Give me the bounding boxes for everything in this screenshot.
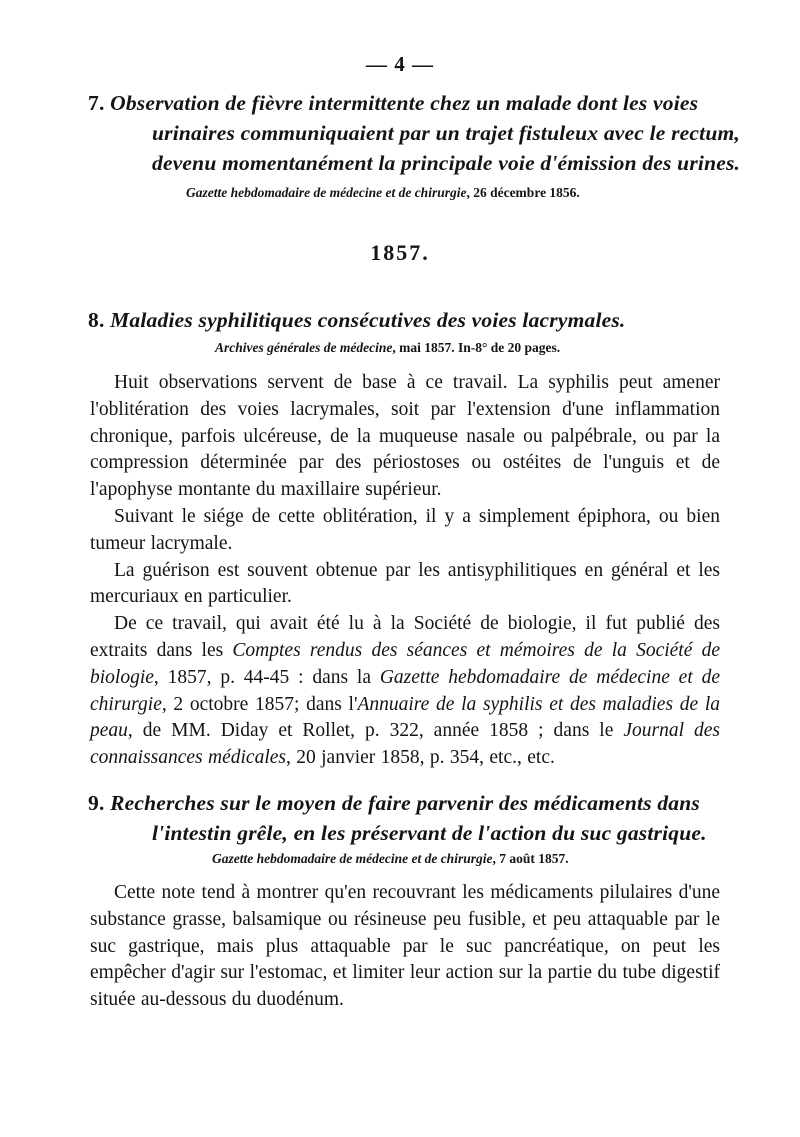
year-heading: 1857. — [370, 240, 430, 265]
entry-8-paragraph-4: De ce travail, qui avait été lu à la Société de biologie, il fut publié des extraits dans les Comptes rendus des séances et mémoires de la Société de biologie, 1857, p. 44-45 : dans la Gazette hebdomadaire de médecine et de chirurgie, 2 octobre 1857; dans l'Annuaire de la syphilis et des maladies de la peau, de MM. Diday et Rollet, p. 322, année 1858 ; dans le Journal des connaissances médicales, 20 janvier 1858, p. 354, etc., etc. — [90, 613, 720, 769]
entry-9-paragraph: Cette note tend à montrer qu'en recouvrant les médicaments pilulaires d'une substance grasse, balsamique ou résineuse peu fusible, et peu attaquable par le suc gastrique, mais plus attaquable par le suc pancréatique, on peut les empêcher d'agir sur l'estomac, et limiter leur action sur la partie du tube digestif située au-dessous du duodénum. — [90, 882, 720, 1011]
entry-8-body — [90, 370, 720, 772]
entry-8-paragraph-3: La guérison est souvent obtenue par les antisyphilitiques en général et les mercuriaux en particulier. — [90, 559, 720, 608]
entry-8-title-line-1: 8. Maladies syphilitiques consécutives des voies lacrymales. — [88, 308, 626, 332]
entry-8-citation-date: , mai 1857. In-8° de 20 pages. — [392, 340, 561, 355]
entry-7-title-line-3: devenu momentanément la principale voie d'émission des urines. — [152, 151, 741, 175]
entry-7-title-line-2: urinaires communiquaient par un trajet fistuleux avec le rectum, — [152, 121, 740, 145]
entry-9-title — [88, 788, 728, 850]
entry-9-citation — [212, 851, 569, 867]
entry-8-citation — [215, 340, 560, 356]
entry-7-citation — [186, 185, 580, 201]
entry-8-title — [88, 305, 728, 337]
entry-7-title — [88, 88, 741, 180]
entry-7-citation-date: , 26 décembre 1856. — [466, 185, 580, 200]
entry-8-paragraph-1: Huit observations servent de base à ce travail. La syphilis peut amener l'oblitération des voies lacrymales, soit par l'extension d'une inflammation chronique, parfois ulcéreuse, de la muqueuse nasale ou palpébrale, ou par la compression déterminée par des périostoses ou ostéites de l'unguis et de l'apophyse montante du maxillaire supérieur. — [90, 372, 720, 501]
entry-9-number: 9. — [88, 791, 105, 815]
entry-9-body — [90, 880, 720, 1014]
entry-9-citation-source: Gazette hebdomadaire de médecine et de chirurgie — [212, 851, 493, 866]
entry-7-citation-source: Gazette hebdomadaire de médecine et de chirurgie — [186, 185, 467, 200]
entry-8-citation-source: Archives générales de médecine — [215, 340, 393, 355]
entry-9-title-line-2: l'intestin grêle, en les préservant de l'action du suc gastrique. — [152, 821, 707, 845]
entry-7-number: 7. — [88, 91, 105, 115]
entry-9-citation-date: , 7 août 1857. — [492, 851, 569, 866]
entry-9-title-line-1: 9. Recherches sur le moyen de faire parvenir des médicaments dans — [88, 791, 700, 815]
entry-8-paragraph-2: Suivant le siége de cette oblitération, il y a simplement épiphora, ou bien tumeur lacrymale. — [90, 505, 720, 554]
entry-8-number: 8. — [88, 308, 105, 332]
page-number: — 4 — — [366, 52, 434, 76]
entry-7-title-line-1: 7. Observation de fièvre intermittente chez un malade dont les voies — [88, 91, 699, 115]
